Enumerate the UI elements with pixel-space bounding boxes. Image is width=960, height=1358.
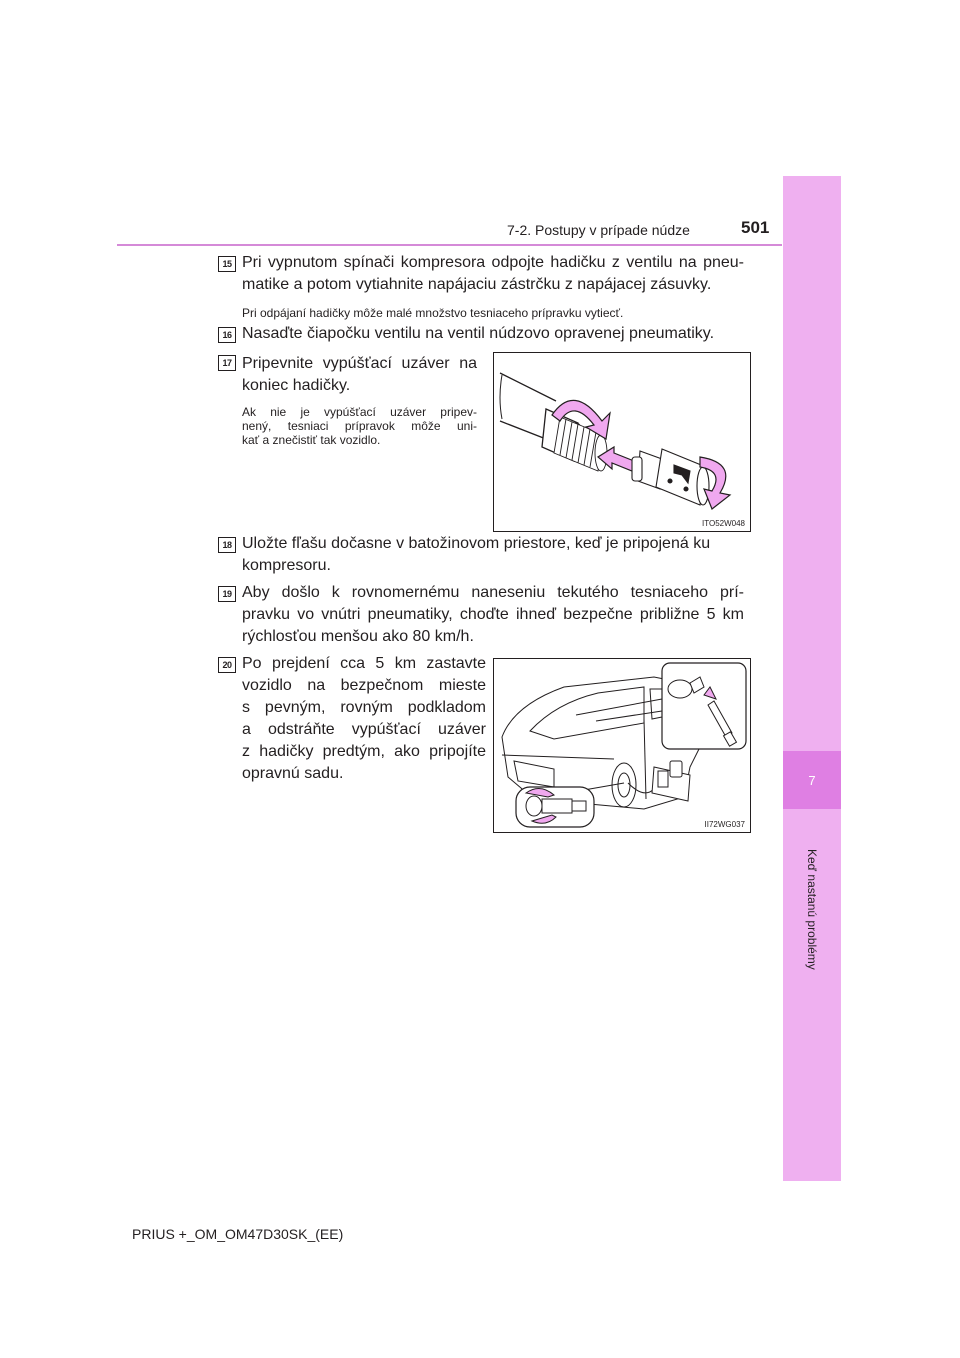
step-20-line-6: opravnú sadu. — [242, 765, 344, 782]
step-16-text: Nasaďte čiapočku ventilu na ventil núdzovo opravenej pneumatiky. — [242, 325, 715, 342]
step-19-line-2: pravku vo vnútri pneumatiky, choďte ihneď bezpečne približne 5 km — [242, 606, 744, 623]
document-footer: PRIUS +_OM_OM47D30SK_(EE) — [132, 1226, 344, 1242]
figure-code-1: ITO52W048 — [702, 519, 745, 528]
step-number-18: 18 — [218, 537, 236, 553]
step-20-text — [242, 653, 486, 785]
step-18-line-2: kompresoru. — [242, 557, 331, 574]
step-20-line-4: a odstráňte vypúšťací uzáver — [242, 721, 486, 738]
page-number: 501 — [741, 218, 770, 237]
step-18-text — [242, 533, 744, 577]
step-20-line-1: Po prejdení cca 5 km zastavte — [242, 655, 486, 672]
step-15-text — [242, 252, 744, 296]
step-number-20: 20 — [218, 657, 236, 673]
step-19-line-1: Aby došlo k rovnomernému naneseniu tekutého tesniaceho prí- — [242, 584, 744, 601]
chapter-number: 7 — [808, 772, 816, 788]
step-15-line-2: matike a potom vytiahnite napájaciu zástrčku z napájacej zásuvky. — [242, 276, 712, 293]
step-17-note-line-1: Ak nie je vypúšťací uzáver pripev- — [242, 405, 477, 419]
step-17-text — [242, 353, 477, 397]
header-rule — [117, 244, 782, 246]
step-19-text — [242, 582, 744, 648]
step-number-19: 19 — [218, 586, 236, 602]
figure-car-repair — [493, 658, 751, 833]
step-20-line-2: vozidlo na bezpečnom mieste — [242, 677, 486, 694]
step-20-line-3: s pevným, rovným podkladom — [242, 699, 486, 716]
step-15-line-1: Pri vypnutom spínači kompresora odpojte hadičku z ventilu na pneu- — [242, 254, 744, 271]
step-17-line-2: koniec hadičky. — [242, 377, 351, 394]
hose-valve-cap-icon — [494, 353, 750, 531]
chapter-number-tab — [783, 751, 841, 809]
step-17-note — [242, 405, 477, 447]
step-17-note-line-2: nený, tesniaci prípravok môže uni- — [242, 419, 477, 433]
chapter-side-tab — [783, 176, 841, 1181]
section-title: 7-2. Postupy v prípade núdze — [507, 222, 690, 238]
car-repair-kit-icon — [494, 659, 750, 832]
chapter-title: Keď nastanú problémy — [805, 849, 819, 970]
step-number-16: 16 — [218, 327, 236, 343]
step-number-17: 17 — [218, 355, 236, 371]
step-number-15: 15 — [218, 256, 236, 272]
step-18-line-1: Uložte fľašu dočasne v batožinovom priestore, keď je pripojená ku — [242, 535, 711, 552]
step-17-note-line-3: kať a znečistiť tak vozidlo. — [242, 433, 381, 447]
step-17-line-1: Pripevnite vypúšťací uzáver na — [242, 355, 477, 372]
step-20-line-5: z hadičky predtým, ako pripojíte — [242, 743, 486, 760]
step-15-note: Pri odpájaní hadičky môže malé množstvo tesniaceho prípravku vytiecť. — [242, 306, 624, 320]
figure-hose-cap — [493, 352, 751, 532]
step-19-line-3: rýchlosťou menšou ako 80 km/h. — [242, 628, 474, 645]
figure-code-2: II72WG037 — [704, 820, 745, 829]
